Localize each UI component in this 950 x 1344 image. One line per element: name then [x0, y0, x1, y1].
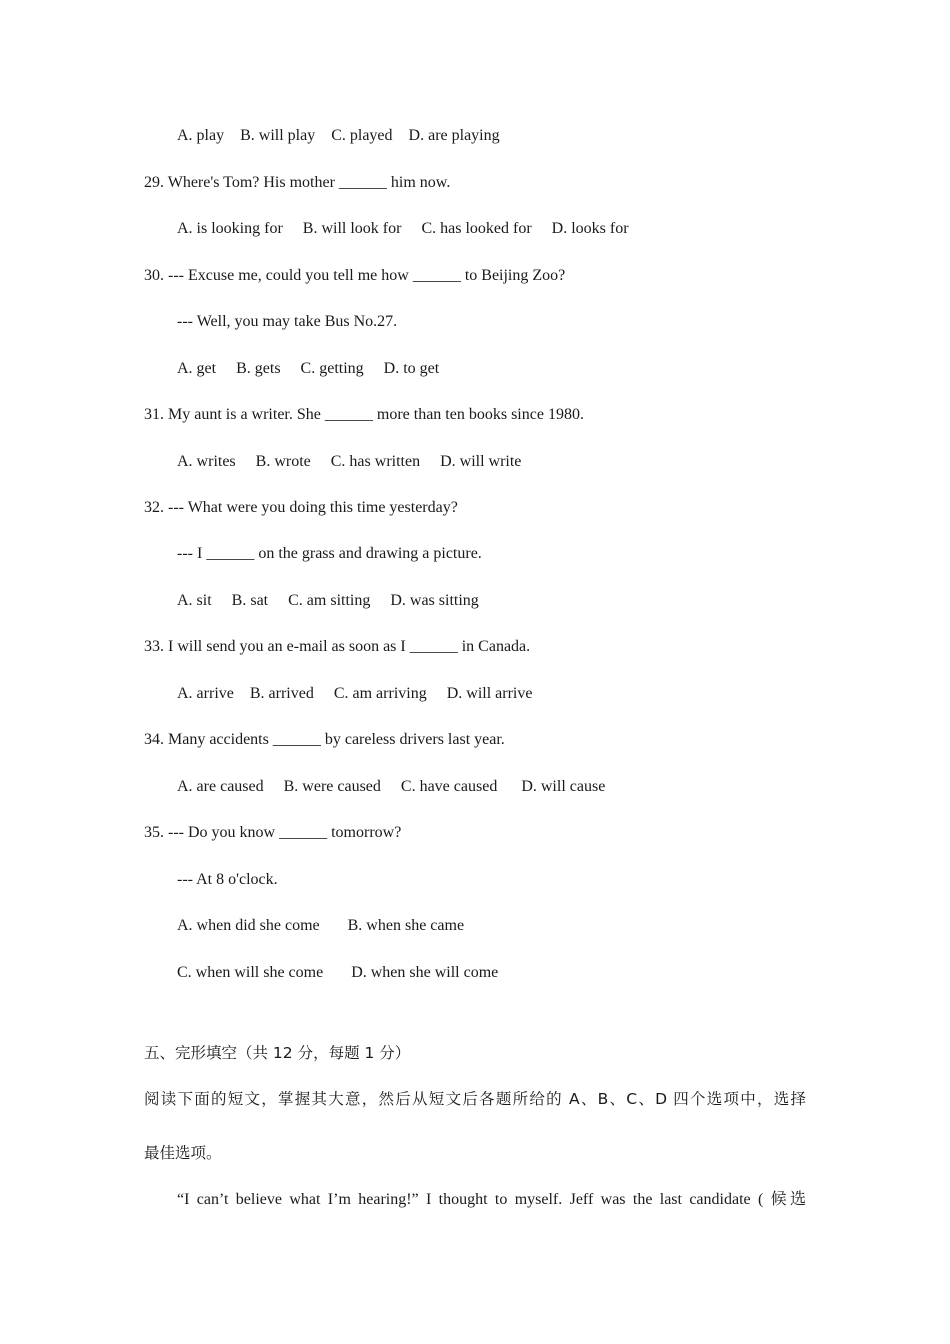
q35-reply: --- At 8 o'clock. [177, 871, 278, 888]
q35-options-row-1: A. when did she come B. when she came [177, 917, 465, 934]
q32-reply: --- I ______ on the grass and drawing a picture. [177, 545, 482, 562]
q33-options: A. arrive B. arrived C. am arriving D. will arrive [177, 685, 533, 702]
q30-options: A. get B. gets C. getting D. to get [177, 360, 440, 377]
q35-stem: 35. --- Do you know ______ tomorrow? [144, 824, 402, 841]
section-instruction-line-1: 阅读下面的短文，掌握其大意，然后从短文后各题所给的 A、B、C、D 四个选项中，选择 [144, 1090, 806, 1108]
passage-first-line: “I can’t believe what I’m hearing!” I thought to myself. Jeff was the last candidate ( 候选 [177, 1191, 806, 1208]
q28-options: A. play B. will play C. played D. are playing [177, 127, 500, 144]
section-title: 五、完形填空（共 12 分，每题 1 分） [144, 1044, 411, 1062]
q35-options-row-2: C. when will she come D. when she will come [177, 964, 499, 981]
q29-stem: 29. Where's Tom? His mother ______ him now. [144, 174, 451, 191]
q32-stem: 32. --- What were you doing this time yesterday? [144, 499, 458, 516]
q30-reply: --- Well, you may take Bus No.27. [177, 313, 398, 330]
q33-stem: 33. I will send you an e-mail as soon as I ______ in Canada. [144, 638, 531, 655]
q31-options: A. writes B. wrote C. has written D. will write [177, 453, 522, 470]
q31-stem: 31. My aunt is a writer. She ______ more than ten books since 1980. [144, 406, 584, 423]
q34-stem: 34. Many accidents ______ by careless drivers last year. [144, 731, 505, 748]
q30-stem: 30. --- Excuse me, could you tell me how ______ to Beijing Zoo? [144, 267, 566, 284]
q32-options: A. sit B. sat C. am sitting D. was sitting [177, 592, 479, 609]
q34-options: A. are caused B. were caused C. have caused D. will cause [177, 778, 606, 795]
section-instruction-line-2: 最佳选项。 [144, 1144, 222, 1162]
q29-options: A. is looking for B. will look for C. has looked for D. looks for [177, 220, 629, 237]
